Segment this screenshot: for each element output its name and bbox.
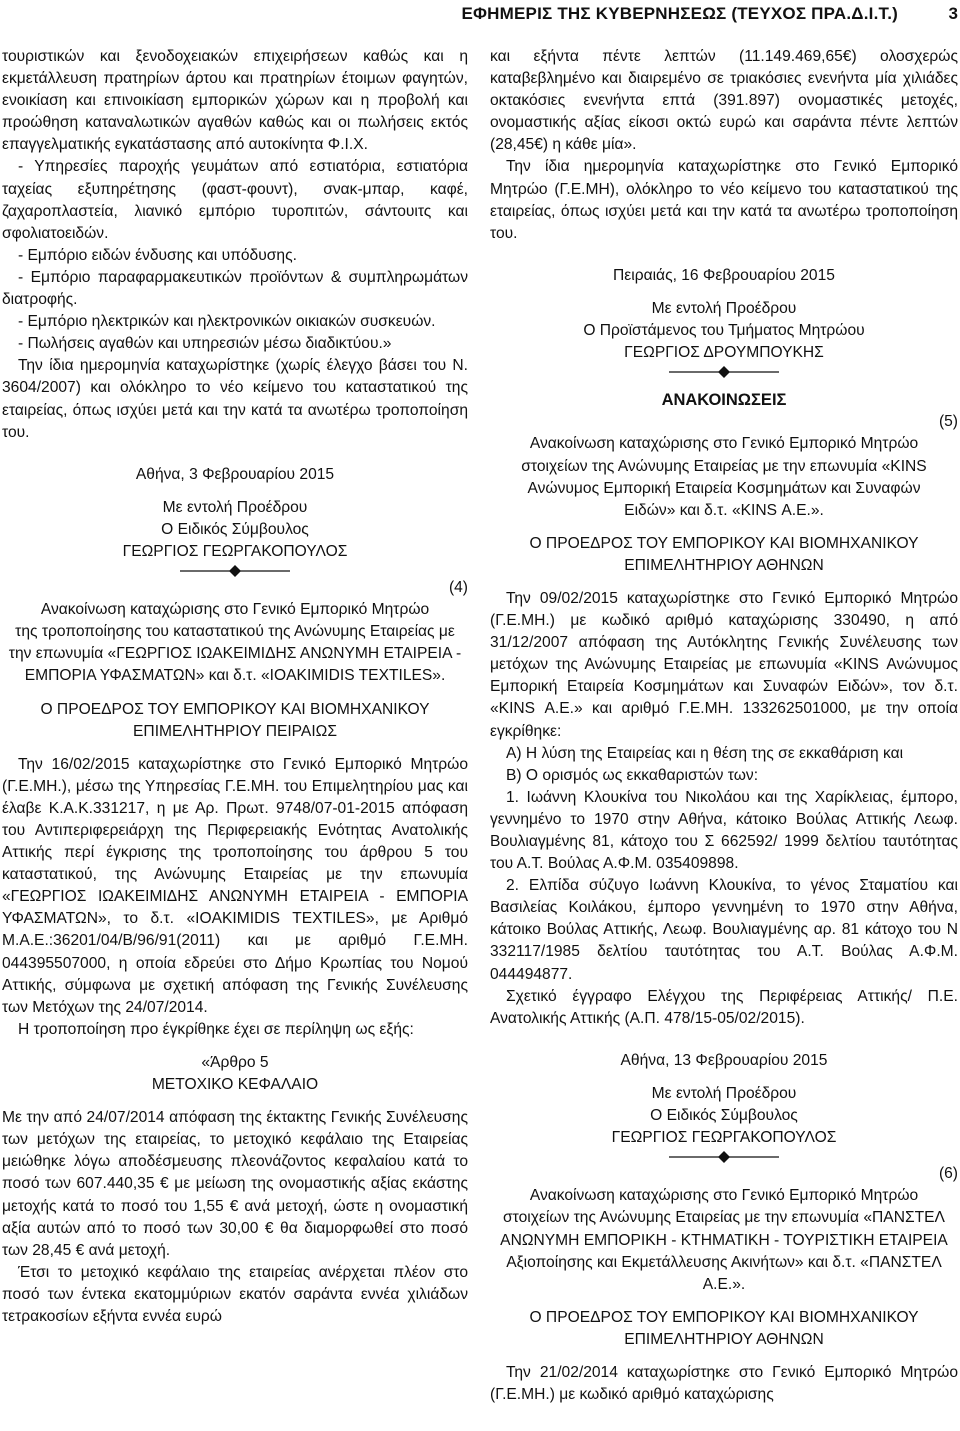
notice-heading: στοιχείων της Ανώνυμης Εταιρείας με την επωνυμία «KINS Ανώνυμος Εμπορική Εταιρεία Κοσμημάτων και Συναφών Ειδών» και δ.τ. «KINS Α.Ε.». bbox=[521, 457, 927, 519]
paragraph: Β) Ο ορισμός ως εκκαθαριστών των: bbox=[506, 766, 759, 784]
signature-line: Με εντολή Προέδρου bbox=[651, 299, 797, 317]
signature-date: Πειραιάς, 16 Φεβρουαρίου 2015 bbox=[613, 266, 835, 284]
authority-heading: ΕΠΙΜΕΛΗΤΗΡΙΟΥ ΑΘΗΝΩΝ bbox=[624, 1330, 824, 1348]
paragraph: Την 16/02/2015 καταχωρίστηκε στο Γενικό Εμπορικό Μητρώο (Γ.Ε.ΜΗ.), μέσω της Υπηρεσίας Γ.Ε.ΜΗ. του Επιμελητηρίου μας και έλαβε Κ.Α.Κ.331217, η με Αρ. Πρωτ. 9748/07-01-2015 απόφαση του Αντιπεριφερειάρχη της Περιφερειακής Ενότητας Ανατολικής Αττικής περί έγκρισης της τροποποίησης του άρθρου 5 του καταστατικού, της Ανώνυμης Εταιρείας με την επωνυμία «ΓΕΩΡΓΙΟΣ ΙΩΑΚΕΙΜΙΔΗΣ ΑΝΩΝΥΜΗ ΕΤΑΙΡΕΙΑ - ΕΜΠΟΡΙΑ ΥΦΑΣΜΑΤΩΝ», το δ.τ. «IOAKIMIDIS TEXTILES», με Αριθμό Μ.Α.Ε.:36201/04/Β/96/91(2011) και με αριθμό Γ.Ε.ΜΗ. 044395507000, η οποία εδρεύει στο Δήμο Κρωπίας του Νομού Αττικής, σύμφωνα με σχετική απόφαση της Γενικής Συνέλευσης των Μετόχων της 24/07/2014. bbox=[2, 755, 468, 1016]
paragraph: Σχετικό έγγραφο Ελέγχου της Περιφέρειας Αττικής/ Π.Ε. Ανατολικής Αττικής (Α.Π. 478/15-05/02/2015). bbox=[490, 987, 958, 1027]
diamond-separator bbox=[180, 565, 290, 577]
authority-heading: ΕΠΙΜΕΛΗΤΗΡΙΟΥ ΠΕΙΡΑΙΩΣ bbox=[133, 722, 337, 740]
gazette-title: ΕΦΗΜΕΡΙΣ ΤΗΣ ΚΥΒΕΡΝΗΣΕΩΣ (ΤΕΥΧΟΣ ΠΡΑ.Δ.Ι.Τ.) bbox=[461, 4, 898, 23]
notice-heading: Ανακοίνωση καταχώρισης στο Γενικό Εμπορικό Μητρώο bbox=[40, 601, 430, 619]
authority-heading: Ο ΠΡΟΕΔΡΟΣ ΤΟΥ ΕΜΠΟΡΙΚΟΥ ΚΑΙ ΒΙΟΜΗΧΑΝΙΚΟΥ bbox=[40, 700, 430, 718]
diamond-separator bbox=[669, 366, 779, 378]
signature-line: Ο Ειδικός Σύμβουλος bbox=[161, 520, 309, 538]
diamond-separator bbox=[669, 1151, 779, 1163]
page-number: 3 bbox=[948, 4, 958, 23]
authority-heading: ΕΠΙΜΕΛΗΤΗΡΙΟΥ ΑΘΗΝΩΝ bbox=[624, 556, 824, 574]
signature-line: Ο Ειδικός Σύμβουλος bbox=[650, 1107, 798, 1125]
notice-number: (5) bbox=[938, 413, 958, 431]
signature-name: ΓΕΩΡΓΙΟΣ ΔΡΟΥΜΠΟΥΚΗΣ bbox=[624, 344, 824, 362]
paragraph: Την 09/02/2015 καταχωρίστηκε στο Γενικό Εμπορικό Μητρώο (Γ.Ε.ΜΗ.) με κωδικό αριθμό καταχώρισης 330490, η από 31/12/2007 απόφαση της Αυτόκλητης Γενικής Συνέλευσης των μετόχων της Ανώνυμης Εταιρείας με επωνυμία «KINS Ανώνυμος Εμπορική Εταιρεία Κοσμημάτων και Συναφών Ειδών», τον δ.τ. «KINS Α.Ε.» και αριθμό Γ.Ε.ΜΗ. 133262501000, με την οποία εγκρίθηκε: bbox=[490, 589, 958, 740]
left-column bbox=[2, 46, 468, 1328]
signature-date: Αθήνα, 3 Φεβρουαρίου 2015 bbox=[135, 465, 335, 483]
list-item: - Υπηρεσίες παροχής γευμάτων από εστιατόρια, εστιατόρια ταχείας εξυπηρέτησης (φαστ-φουντ), σνακ-μπαρ, καφέ, ζαχαροπλαστεία, λιανικό εμπόριο τυροπιτών, σάντουιτς και σφολιατοειδών. bbox=[2, 158, 468, 242]
list-item: - Εμπόριο ηλεκτρικών και ηλεκτρονικών οικιακών συσκευών. bbox=[18, 313, 436, 331]
paragraph: και εξήντα πέντε λεπτών (11.149.469,65€) ολοσχερώς καταβεβλημένο και διαιρεμένο σε τριακόσιες ενενήντα μία χιλιάδες οκτακόσιες ενενήντα επτά (391.897) ονομαστικές μετοχές, ονομαστικής αξίας είκοσι οκτώ ευρώ και σαράντα πέντε λεπτών (28,45€) η κάθε μία». bbox=[490, 48, 958, 154]
authority-heading: Ο ΠΡΟΕΔΡΟΣ ΤΟΥ ΕΜΠΟΡΙΚΟΥ ΚΑΙ ΒΙΟΜΗΧΑΝΙΚΟΥ bbox=[529, 534, 919, 552]
notice-heading: Ανακοίνωση καταχώρισης στο Γενικό Εμπορικό Μητρώο bbox=[529, 1187, 919, 1205]
paragraph: Έτσι το μετοχικό κεφάλαιο της εταιρείας ανέρχεται πλέον στο ποσό των έντεκα εκατομμύριων εκατόν σαράντα εννέα χιλιάδων τετρακοσίων εξήντα εννέα ευρώ bbox=[2, 1263, 468, 1325]
notice-heading: στοιχείων της Ανώνυμης Εταιρείας με την επωνυμία «ΠΑΝΣΤΕΛ ΑΝΩΝΥΜΗ ΕΜΠΟΡΙΚΗ - ΚΤΗΜΑΤΙΚΗ - ΤΟΥΡΙΣΤΙΚΗ ΕΤΑΙΡΕΙΑ Αξιοποίησης και Εκμετάλλευσης Ακινήτων» και δ.τ. «ΠΑΝΣΤΕΛ Α.Ε.». bbox=[500, 1209, 948, 1293]
notice-number: (6) bbox=[938, 1165, 958, 1183]
authority-heading: Ο ΠΡΟΕΔΡΟΣ ΤΟΥ ΕΜΠΟΡΙΚΟΥ ΚΑΙ ΒΙΟΜΗΧΑΝΙΚΟΥ bbox=[529, 1308, 919, 1326]
right-column bbox=[490, 46, 958, 1406]
article-subtitle: ΜΕΤΟΧΙΚΟ ΚΕΦΑΛΑΙΟ bbox=[151, 1076, 319, 1094]
list-item: - Πωλήσεις αγαθών και υπηρεσιών μέσω διαδικτύου.» bbox=[18, 335, 392, 353]
signature-date: Αθήνα, 13 Φεβρουαρίου 2015 bbox=[620, 1051, 828, 1069]
list-item: - Εμπόριο ειδών ένδυσης και υπόδυσης. bbox=[18, 246, 297, 264]
section-title: ΑΝΑΚΟΙΝΩΣΕΙΣ bbox=[661, 391, 787, 410]
notice-heading: της τροποποίησης του καταστατικού της Ανώνυμης Εταιρείας με την επωνυμία «ΓΕΩΡΓΙΟΣ ΙΩΑΚΕΙΜΙΔΗΣ ΑΝΩΝΥΜΗ ΕΤΑΙΡΕΙΑ - ΕΜΠΟΡΙΑ ΥΦΑΣΜΑΤΩΝ» και δ.τ. «IOAKIMIDIS TEXTILES». bbox=[8, 623, 462, 685]
paragraph: Με την από 24/07/2014 απόφαση της έκτακτης Γενικής Συνέλευσης των μετόχων της εταιρείας, το μετοχικό κεφάλαιο της Εταιρείας μειώθηκε λόγω αποδέσμευσης πλεονάζοντος κεφαλαίου κατά το ποσό των 607.440,35 € με μείωση της ονομαστικής αξίας εκάστης μετοχής κατά το ποσό του 1,55 € ανά μετοχή, ώστε η ονομαστική αξία αυτών από το ποσό των 30,00 € θα διαμορφωθεί στο ποσό των 28,45 € ανά μετοχή. bbox=[2, 1109, 468, 1259]
notice-heading: Ανακοίνωση καταχώρισης στο Γενικό Εμπορικό Μητρώο bbox=[529, 435, 919, 453]
paragraph: 2. Ελπίδα σύζυγο Ιωάννη Κλουκίνα, το γένος Σταματίου και Βασιλείας Κοιλάκου, έμπορο γεννημένη το 1970 στην Αθήνα, κάτοικο Βούλας Αττικής, Λεωφ. Βουλιαγμένης αρ. 81 κάτοχο του Ν 332117/1985 δελτίου ταυτότητας του Α.Τ. Βούλας Α.Φ.Μ. 044494877. bbox=[490, 877, 958, 983]
paragraph: 1. Ιωάννη Κλουκίνα του Νικολάου και της Χαρίκλειας, έμπορο, γεννημένο το 1970 στην Αθήνα, κάτοικο Βούλας Αττικής Λεωφ. Βουλιαγμένης 81, κάτοχο του Σ 662592/ 1999 δελτίου ταυτότητας του Α.Τ. Βούλας Α.Φ.Μ. 035409898. bbox=[490, 788, 958, 873]
signature-name: ΓΕΩΡΓΙΟΣ ΓΕΩΡΓΑΚΟΠΟΥΛΟΣ bbox=[122, 542, 348, 560]
paragraph: Την ίδια ημερομηνία καταχωρίστηκε στο Γενικό Εμπορικό Μητρώο (Γ.Ε.ΜΗ), ολόκληρο το νέο κείμενο του καταστατικού της εταιρείας, όπως ισχύει μετά και την κατά τα ανωτέρω τροποποίηση του. bbox=[490, 158, 958, 242]
paragraph: Η τροποποίηση προ έγκρίθηκε έχει σε περίληψη ως εξής: bbox=[18, 1020, 414, 1038]
signature-line: Με εντολή Προέδρου bbox=[162, 498, 308, 516]
signature-line: Με εντολή Προέδρου bbox=[651, 1084, 797, 1102]
list-item: - Εμπόριο παραφαρμακευτικών προϊόντων & συμπληρωμάτων διατροφής. bbox=[2, 268, 468, 309]
article-title: «Άρθρο 5 bbox=[201, 1053, 269, 1071]
paragraph: τουριστικών και ξενοδοχειακών επιχειρήσεων καθώς και η εκμετάλλευση πρατηρίων άρτου και πρατηρίων έτοιμων φαγητών, ενοικίαση και επινοικίαση εμπορικών χώρων και η προβολή και προώθηση καταναλωτικών αγαθών καθώς και οι πωλήσεις εκτός επαγγελματικής εγκατάστασης από αυτοκίνητα Φ.Ι.Χ. bbox=[2, 48, 468, 154]
paragraph: Την 21/02/2014 καταχωρίστηκε στο Γενικό Εμπορικό Μητρώο (Γ.Ε.ΜΗ.) με κωδικό αριθμό καταχώρισης bbox=[490, 1363, 958, 1404]
signature-line: Ο Προϊστάμενος του Τμήματος Μητρώου bbox=[583, 322, 865, 340]
signature-name: ΓΕΩΡΓΙΟΣ ΓΕΩΡΓΑΚΟΠΟΥΛΟΣ bbox=[611, 1129, 837, 1147]
paragraph: Α) Η λύση της Εταιρείας και η θέση της σε εκκαθάριση και bbox=[506, 744, 904, 762]
page-header bbox=[0, 0, 960, 30]
notice-number: (4) bbox=[448, 579, 468, 597]
paragraph: Την ίδια ημερομηνία καταχωρίστηκε (χωρίς έλεγχο βάσει του Ν. 3604/2007) και ολόκληρο το νέο κείμενο του καταστατικού της εταιρείας, όπως ισχύει μετά και την κατά τα ανωτέρω τροποποίηση του. bbox=[2, 357, 468, 441]
